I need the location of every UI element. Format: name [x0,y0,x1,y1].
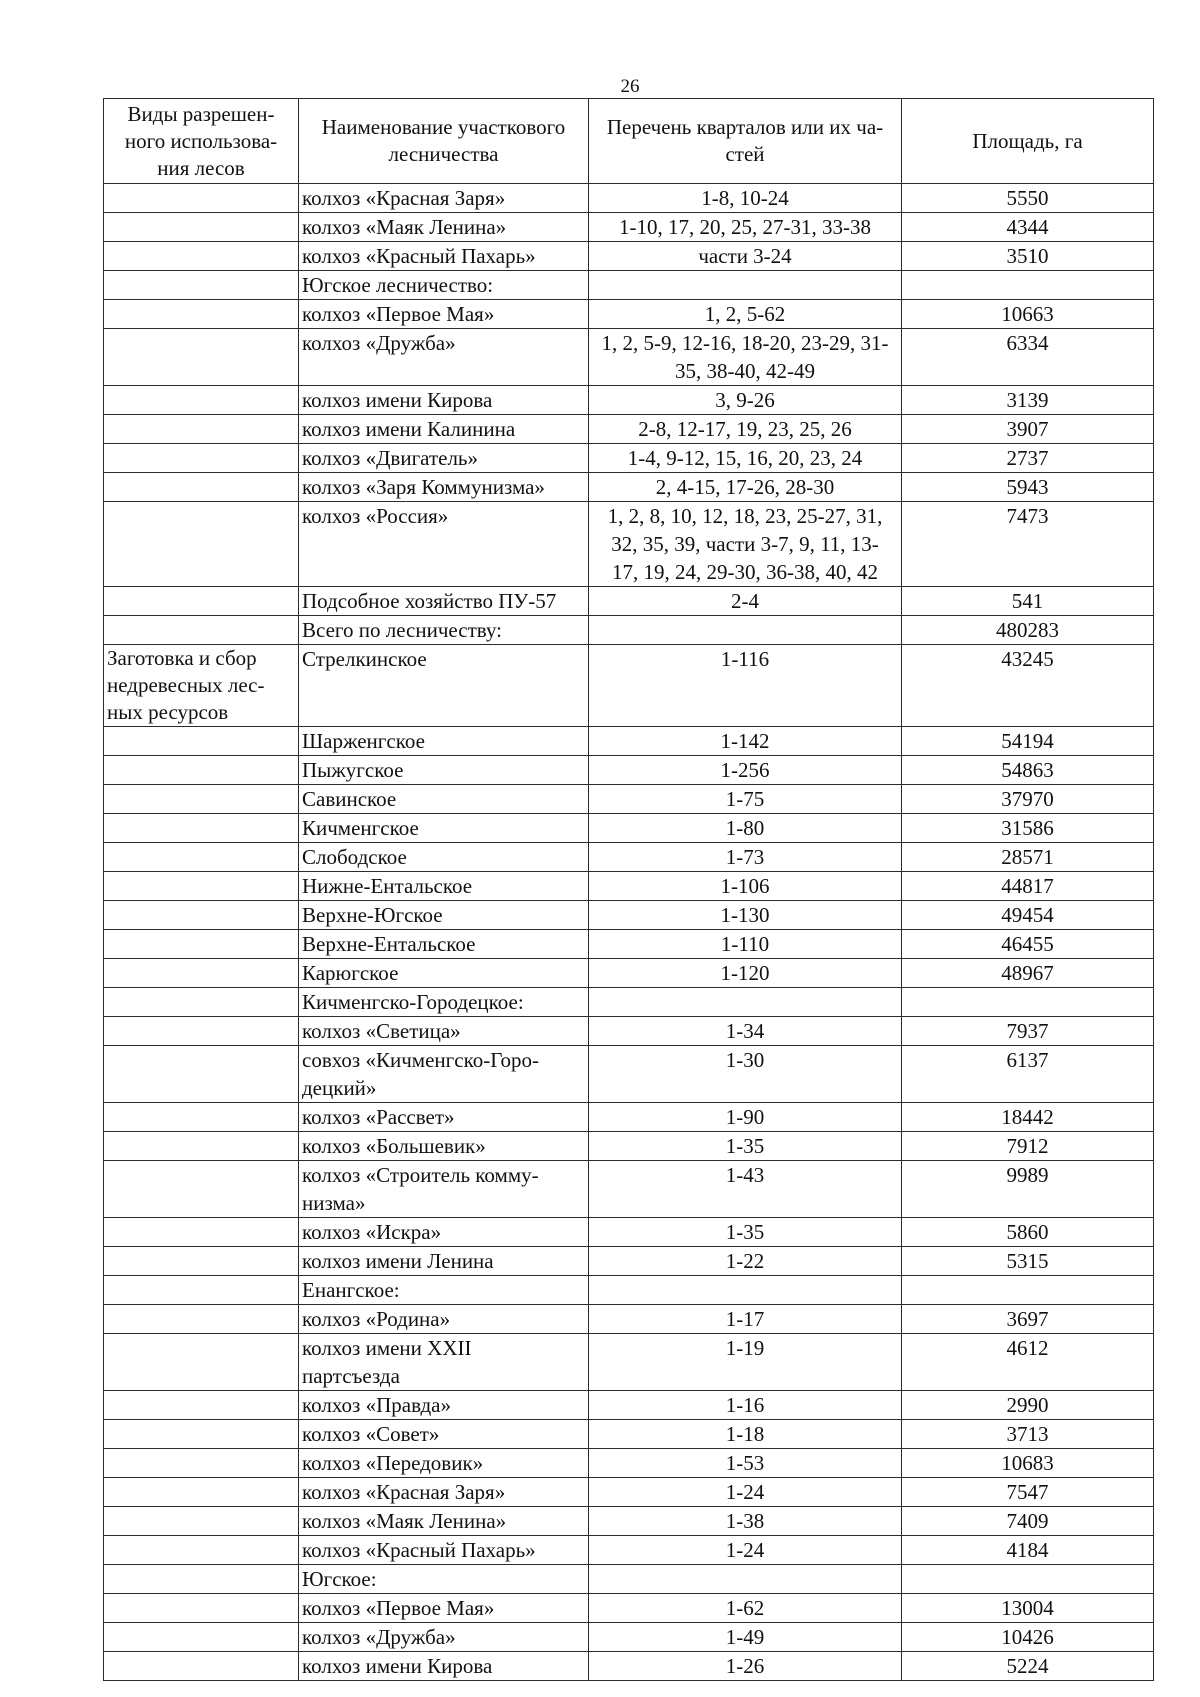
use-type-cell [104,1218,299,1247]
quarters-cell: 1-4, 9-12, 15, 16, 20, 23, 24 [589,444,902,473]
table-row [104,1391,1154,1420]
quarters-cell [589,271,902,300]
quarters-cell: 1-120 [589,959,902,988]
table-row [104,242,1154,271]
area-cell: 5315 [902,1247,1154,1276]
area-cell: 46455 [902,930,1154,959]
area-cell: 18442 [902,1103,1154,1132]
table-row [104,814,1154,843]
area-cell: 5550 [902,184,1154,213]
area-cell: 7547 [902,1478,1154,1507]
quarters-cell [589,616,902,645]
use-type-cell [104,242,299,271]
quarters-cell: 3, 9-26 [589,386,902,415]
forestry-name-cell: колхоз «Большевик» [299,1132,589,1161]
quarters-cell: 1, 2, 8, 10, 12, 18, 23, 25-27, 31, 32, 35, 39, части 3-7, 9, 11, 13- 17, 19, 24, 29-30, 36-38, 40, 42 [589,502,902,587]
forestry-name-cell: колхоз «Красный Пахарь» [299,1536,589,1565]
quarters-cell: 1-256 [589,756,902,785]
table-row [104,645,1154,727]
forestry-name-cell: колхоз «Маяк Ленина» [299,213,589,242]
table-row [104,1478,1154,1507]
use-type-cell [104,1046,299,1103]
forestry-name-cell: Карюгское [299,959,589,988]
quarters-cell: 1-24 [589,1536,902,1565]
use-type-cell [104,1334,299,1391]
forestry-name-cell: колхоз «Дружба» [299,329,589,386]
quarters-cell: 1-26 [589,1652,902,1681]
area-cell: 5224 [902,1652,1154,1681]
forestry-name-cell: Кичменгское [299,814,589,843]
forestry-name-cell: Югское лесничество: [299,271,589,300]
quarters-cell: 1-142 [589,727,902,756]
table-body [104,184,1154,1681]
quarters-cell: 1-35 [589,1132,902,1161]
forestry-name-cell: Слободское [299,843,589,872]
area-cell: 7937 [902,1017,1154,1046]
page-number: 26 [620,76,640,97]
table-row [104,1623,1154,1652]
quarters-cell: 2, 4-15, 17-26, 28-30 [589,473,902,502]
area-cell: 3713 [902,1420,1154,1449]
quarters-cell: 1, 2, 5-9, 12-16, 18-20, 23-29, 31- 35, 38-40, 42-49 [589,329,902,386]
forestry-name-cell: Кичменгско-Городецкое: [299,988,589,1017]
forestry-name-cell: колхоз «Светица» [299,1017,589,1046]
area-cell: 44817 [902,872,1154,901]
table-row [104,1652,1154,1681]
table-row [104,843,1154,872]
forestry-name-cell: Енангское: [299,1276,589,1305]
header-forestry-name: Наименование участкового лесничества [299,99,589,184]
area-cell: 4184 [902,1536,1154,1565]
table-row [104,1103,1154,1132]
forestry-name-cell: колхоз «Первое Мая» [299,1594,589,1623]
area-cell: 37970 [902,785,1154,814]
use-type-cell [104,473,299,502]
area-cell: 3139 [902,386,1154,415]
use-type-cell [104,1132,299,1161]
forestry-name-cell: колхоз «Дружба» [299,1623,589,1652]
table-row [104,1449,1154,1478]
table-row [104,1305,1154,1334]
use-type-cell [104,785,299,814]
quarters-cell: 1-10, 17, 20, 25, 27-31, 33-38 [589,213,902,242]
area-cell: 480283 [902,616,1154,645]
area-cell: 7473 [902,502,1154,587]
table-row [104,213,1154,242]
quarters-cell: части 3-24 [589,242,902,271]
table-row [104,930,1154,959]
area-cell: 3510 [902,242,1154,271]
quarters-cell: 1-35 [589,1218,902,1247]
table-row [104,1132,1154,1161]
area-cell: 54863 [902,756,1154,785]
table-row [104,1218,1154,1247]
use-type-cell [104,1247,299,1276]
quarters-cell: 1-43 [589,1161,902,1218]
table-row [104,785,1154,814]
area-cell: 49454 [902,901,1154,930]
table-row [104,1247,1154,1276]
table-row [104,756,1154,785]
use-type-cell [104,444,299,473]
forestry-name-cell: колхоз «Родина» [299,1305,589,1334]
area-cell: 2990 [902,1391,1154,1420]
use-type-cell [104,727,299,756]
area-cell: 28571 [902,843,1154,872]
forestry-name-cell: колхоз «Заря Коммунизма» [299,473,589,502]
forestry-name-cell: Шарженгское [299,727,589,756]
area-cell: 10426 [902,1623,1154,1652]
use-type-cell [104,1536,299,1565]
use-type-cell [104,1565,299,1594]
quarters-cell: 1-116 [589,645,902,727]
forestry-name-cell: колхоз «Передовик» [299,1449,589,1478]
quarters-cell [589,1276,902,1305]
use-type-cell [104,1507,299,1536]
use-type-cell: Заготовка и сбор недревесных лес- ных ресурсов [104,645,299,727]
quarters-cell: 2-4 [589,587,902,616]
area-cell: 3697 [902,1305,1154,1334]
quarters-cell: 1-16 [589,1391,902,1420]
table-row [104,1565,1154,1594]
table-row [104,300,1154,329]
use-type-cell [104,901,299,930]
use-type-cell [104,1017,299,1046]
use-type-cell [104,1420,299,1449]
quarters-cell: 1-75 [589,785,902,814]
forestry-name-cell: колхоз «Маяк Ленина» [299,1507,589,1536]
header-use-type: Виды разрешен- ного использова- ния лесов [104,99,299,184]
use-type-cell [104,271,299,300]
table-row [104,415,1154,444]
header-row [104,99,1154,184]
use-type-cell [104,1623,299,1652]
quarters-cell: 1, 2, 5-62 [589,300,902,329]
quarters-cell: 1-73 [589,843,902,872]
area-cell: 7912 [902,1132,1154,1161]
table-row [104,988,1154,1017]
use-type-cell [104,872,299,901]
area-cell: 6137 [902,1046,1154,1103]
table-row [104,727,1154,756]
forestry-name-cell: Подсобное хозяйство ПУ-57 [299,587,589,616]
use-type-cell [104,616,299,645]
table-row [104,1161,1154,1218]
forestry-name-cell: Стрелкинское [299,645,589,727]
use-type-cell [104,1161,299,1218]
table-row [104,1046,1154,1103]
use-type-cell [104,502,299,587]
forestry-name-cell: совхоз «Кичменгско-Горо- децкий» [299,1046,589,1103]
table-row [104,901,1154,930]
table-row [104,473,1154,502]
quarters-cell [589,1565,902,1594]
table-row [104,184,1154,213]
use-type-cell [104,959,299,988]
quarters-cell: 2-8, 12-17, 19, 23, 25, 26 [589,415,902,444]
table-row [104,1334,1154,1391]
area-cell: 48967 [902,959,1154,988]
use-type-cell [104,329,299,386]
forestry-name-cell: колхоз имени XXII партсъезда [299,1334,589,1391]
forestry-name-cell: колхоз имени Кирова [299,1652,589,1681]
table-row [104,1536,1154,1565]
quarters-cell: 1-90 [589,1103,902,1132]
use-type-cell [104,1103,299,1132]
table-row [104,872,1154,901]
use-type-cell [104,587,299,616]
area-cell: 5860 [902,1218,1154,1247]
use-type-cell [104,415,299,444]
use-type-cell [104,300,299,329]
forest-use-table [103,98,1154,1681]
table-row [104,1017,1154,1046]
table-row [104,1276,1154,1305]
table-row [104,587,1154,616]
forestry-name-cell: колхоз «Правда» [299,1391,589,1420]
table-row [104,1507,1154,1536]
area-cell: 3907 [902,415,1154,444]
table-row [104,502,1154,587]
quarters-cell: 1-18 [589,1420,902,1449]
area-cell [902,271,1154,300]
use-type-cell [104,1391,299,1420]
forestry-name-cell: колхоз «Первое Мая» [299,300,589,329]
table-row [104,386,1154,415]
forestry-name-cell: колхоз «Двигатель» [299,444,589,473]
quarters-cell: 1-130 [589,901,902,930]
table-header [104,99,1154,184]
forestry-name-cell: Всего по лесничеству: [299,616,589,645]
area-cell: 31586 [902,814,1154,843]
area-cell: 9989 [902,1161,1154,1218]
use-type-cell [104,1594,299,1623]
forestry-name-cell: Югское: [299,1565,589,1594]
forestry-name-cell: Верхне-Ентальское [299,930,589,959]
table-row [104,329,1154,386]
forestry-name-cell: колхоз имени Ленина [299,1247,589,1276]
forestry-name-cell: колхоз «Россия» [299,502,589,587]
use-type-cell [104,184,299,213]
area-cell [902,1276,1154,1305]
table-row [104,616,1154,645]
forestry-name-cell: Верхне-Югское [299,901,589,930]
forestry-name-cell: Пыжугское [299,756,589,785]
quarters-cell [589,988,902,1017]
area-cell: 6334 [902,329,1154,386]
quarters-cell: 1-53 [589,1449,902,1478]
forestry-name-cell: колхоз «Искра» [299,1218,589,1247]
use-type-cell [104,386,299,415]
quarters-cell: 1-62 [589,1594,902,1623]
use-type-cell [104,1478,299,1507]
area-cell: 10663 [902,300,1154,329]
quarters-cell: 1-49 [589,1623,902,1652]
use-type-cell [104,1449,299,1478]
area-cell: 5943 [902,473,1154,502]
table-row [104,1420,1154,1449]
quarters-cell: 1-30 [589,1046,902,1103]
forestry-name-cell: колхоз «Красный Пахарь» [299,242,589,271]
quarters-cell: 1-80 [589,814,902,843]
area-cell: 541 [902,587,1154,616]
use-type-cell [104,1276,299,1305]
table-row [104,1594,1154,1623]
area-cell: 13004 [902,1594,1154,1623]
forestry-name-cell: Савинское [299,785,589,814]
quarters-cell: 1-24 [589,1478,902,1507]
use-type-cell [104,814,299,843]
table-row [104,444,1154,473]
quarters-cell: 1-19 [589,1334,902,1391]
area-cell: 10683 [902,1449,1154,1478]
use-type-cell [104,1652,299,1681]
forestry-name-cell: Нижне-Ентальское [299,872,589,901]
quarters-cell: 1-17 [589,1305,902,1334]
header-quarters-list: Перечень кварталов или их ча- стей [589,99,902,184]
use-type-cell [104,756,299,785]
area-cell: 2737 [902,444,1154,473]
table-row [104,271,1154,300]
area-cell: 43245 [902,645,1154,727]
quarters-cell: 1-110 [589,930,902,959]
area-cell: 54194 [902,727,1154,756]
forestry-name-cell: колхоз «Строитель комму- низма» [299,1161,589,1218]
quarters-cell: 1-34 [589,1017,902,1046]
area-cell [902,988,1154,1017]
area-cell: 7409 [902,1507,1154,1536]
forestry-name-cell: колхоз имени Калинина [299,415,589,444]
quarters-cell: 1-8, 10-24 [589,184,902,213]
forestry-name-cell: колхоз «Рассвет» [299,1103,589,1132]
use-type-cell [104,1305,299,1334]
area-cell: 4344 [902,213,1154,242]
quarters-cell: 1-38 [589,1507,902,1536]
table-row [104,959,1154,988]
forestry-name-cell: колхоз «Красная Заря» [299,184,589,213]
forestry-name-cell: колхоз имени Кирова [299,386,589,415]
quarters-cell: 1-22 [589,1247,902,1276]
quarters-cell: 1-106 [589,872,902,901]
use-type-cell [104,988,299,1017]
area-cell: 4612 [902,1334,1154,1391]
forestry-name-cell: колхоз «Красная Заря» [299,1478,589,1507]
use-type-cell [104,843,299,872]
use-type-cell [104,930,299,959]
forestry-name-cell: колхоз «Совет» [299,1420,589,1449]
area-cell [902,1565,1154,1594]
use-type-cell [104,213,299,242]
header-area: Площадь, га [902,99,1154,184]
